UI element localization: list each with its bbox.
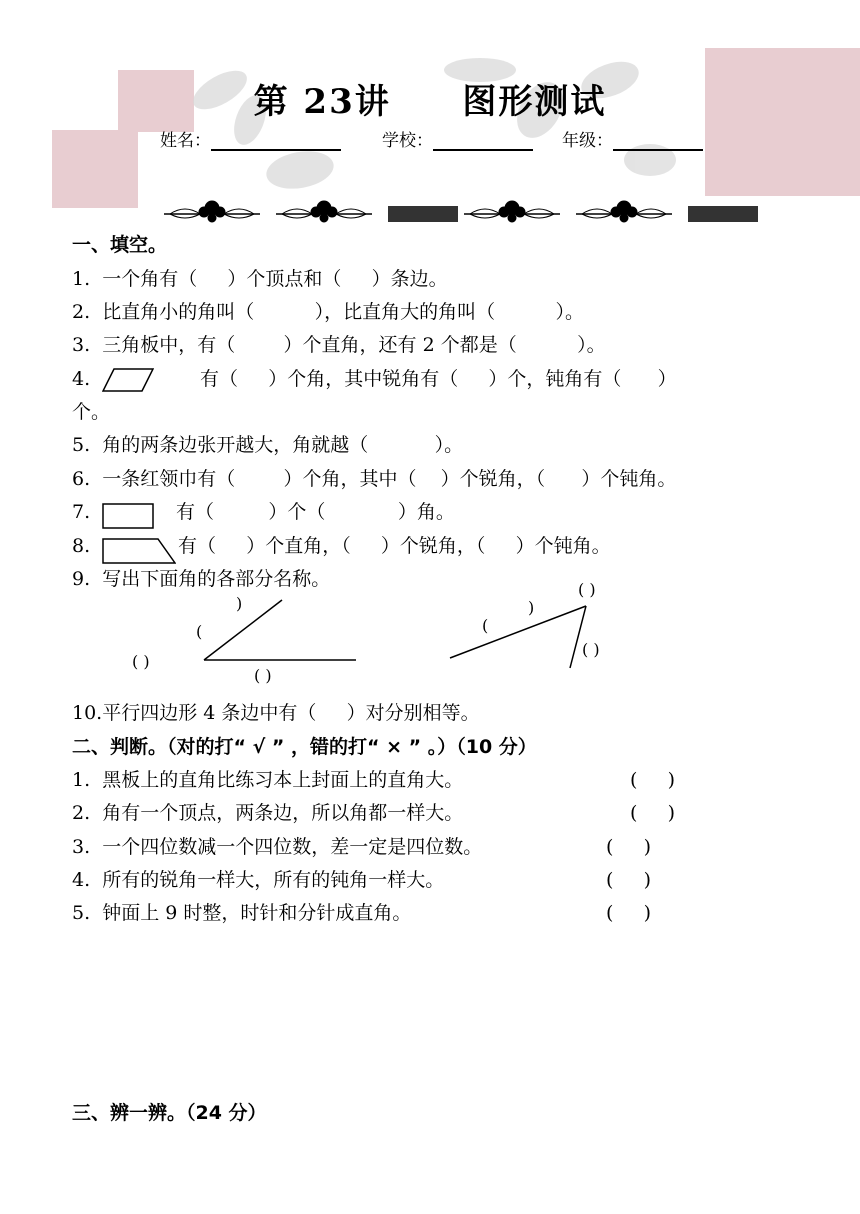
angle1-side-label-mid: ( [196, 622, 203, 641]
school-label: 学校： [382, 131, 433, 151]
question-6: 6. 一条红领巾有（ ）个角，其中（ ）个锐角，（ ）个钝角。 [72, 468, 677, 490]
question-5: 5. 角的两条边张开越大，角就越（ ）。 [72, 434, 464, 456]
question-8-number: 8. [72, 535, 91, 557]
question-4-number: 4. [72, 368, 91, 390]
angle-diagram-1 [200, 596, 360, 666]
question-3: 3. 三角板中，有（ ）个直角，还有 2 个都是（ ）。 [72, 334, 606, 356]
judge-blank-4[interactable]: ( ) [606, 869, 652, 891]
title-suffix: 讲 [354, 82, 391, 122]
judge-item-4: 4. 所有的锐角一样大，所有的钝角一样大。 [72, 869, 445, 891]
judge-item-3: 3. 一个四位数减一个四位数，差一定是四位数。 [72, 836, 483, 858]
question-7-text: 有（ ）个（ ）角。 [176, 501, 455, 523]
angle1-vertex-label: ( ) [132, 652, 150, 671]
question-4-continued: 个。 [72, 401, 111, 423]
butterfly-watermark [180, 50, 700, 200]
title-prefix: 第 [253, 82, 290, 122]
angle2-side-label-top: ) [528, 598, 535, 617]
grade-blank[interactable] [613, 131, 703, 151]
judge-item-1: 1. 黑板上的直角比练习本上封面上的直角大。 [72, 769, 464, 791]
question-7-number: 7. [72, 501, 91, 523]
name-label: 姓名： [160, 131, 211, 151]
judge-blank-3[interactable]: ( ) [606, 836, 652, 858]
school-field[interactable] [382, 126, 533, 151]
judge-blank-5[interactable]: ( ) [606, 902, 652, 924]
angle1-side-label-top: ) [236, 594, 243, 613]
angle-diagram-2 [448, 600, 590, 670]
question-1: 1. 一个角有（ ）个顶点和（ ）条边。 [72, 268, 448, 290]
trapezoid-shape [102, 538, 176, 564]
judge-blank-2[interactable]: ( ) [630, 802, 676, 824]
grade-label: 年级： [562, 131, 613, 151]
question-4-text: 有（ ）个角，其中锐角有（ ）个，钝角有（ ） [200, 368, 677, 390]
section3-heading: 三、辨一辨。（24 分） [72, 1102, 267, 1124]
rectangle-shape [102, 503, 154, 529]
judge-blank-1[interactable]: ( ) [630, 769, 676, 791]
question-2: 2. 比直角小的角叫（ ），比直角大的角叫（ ）。 [72, 301, 584, 323]
angle2-side-label-left: ( [482, 616, 489, 635]
judge-item-5: 5. 钟面上 9 时整，时针和分针成直角。 [72, 902, 412, 924]
school-blank[interactable] [433, 131, 533, 151]
name-blank[interactable] [211, 131, 341, 151]
title-number: 23 [303, 82, 355, 122]
name-field[interactable] [160, 126, 341, 151]
page-title [0, 74, 860, 123]
title-topic: 图形测试 [462, 82, 607, 122]
deco-block-left-bottom [52, 130, 138, 208]
section2-heading: 二、判断。（对的打“ √ ” ，错的打“ × ” 。）（10 分） [72, 736, 537, 758]
judge-item-2: 2. 角有一个顶点，两条边，所以角都一样大。 [72, 802, 464, 824]
question-8-text: 有（ ）个直角，（ ）个锐角，（ ）个钝角。 [178, 535, 611, 557]
section1-heading: 一、填空。 [72, 234, 168, 256]
angle2-vertex-label: ( ) [578, 580, 596, 599]
question-10: 10.平行四边形 4 条边中有（ ）对分别相等。 [72, 702, 480, 724]
angle2-side-label-right: ( ) [582, 640, 600, 659]
question-9: 9. 写出下面角的各部分名称。 [72, 568, 331, 590]
ornament-divider [160, 192, 760, 228]
angle1-bottom-label: ( ) [254, 666, 272, 685]
grade-field[interactable] [562, 126, 703, 151]
parallelogram-shape [102, 368, 154, 392]
